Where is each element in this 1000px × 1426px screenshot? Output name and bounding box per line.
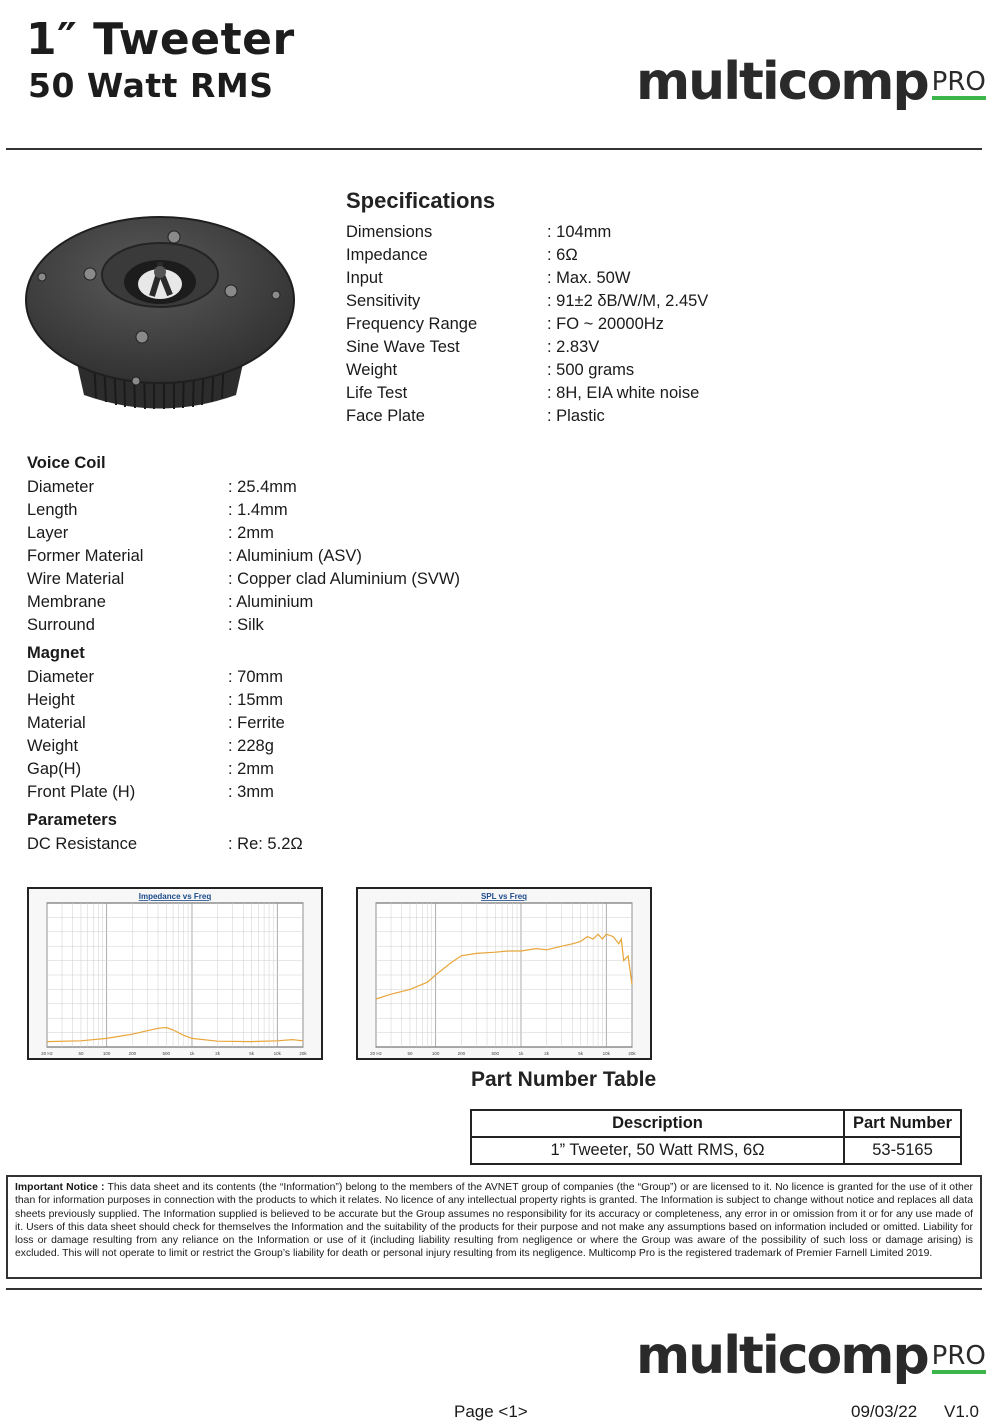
page-number: Page <1> — [454, 1402, 528, 1421]
header-divider — [6, 148, 982, 150]
x-tick-label: 2k — [544, 1051, 550, 1056]
spec-row — [346, 246, 746, 269]
spec-value: : 6Ω — [547, 246, 578, 264]
cell-part-number: 53-5165 — [844, 1137, 961, 1164]
logo-main-text: multicomp — [636, 1326, 928, 1386]
voice-coil-row — [27, 616, 527, 639]
row-value: : Aluminium (ASV) — [228, 547, 362, 565]
row-value: : 70mm — [228, 668, 284, 686]
voice-coil-row — [27, 478, 527, 501]
spec-row — [346, 338, 746, 361]
parameters-heading: Parameters — [27, 811, 117, 829]
row-label: Weight — [27, 737, 79, 755]
column-header-description: Description — [471, 1110, 844, 1137]
row-value: : 1.4mm — [228, 501, 288, 519]
row-value: : Aluminium — [228, 593, 314, 611]
magnet-row — [27, 783, 527, 806]
row-value: : 228g — [228, 737, 274, 755]
row-value: : Copper clad Aluminium (SVW) — [228, 570, 460, 588]
x-tick-label: 1k — [518, 1051, 524, 1056]
row-label: Height — [27, 691, 75, 709]
row-value: : 25.4mm — [228, 478, 297, 496]
magnet-row — [27, 737, 527, 760]
voice-coil-heading: Voice Coil — [27, 454, 106, 472]
voice-coil-row — [27, 524, 527, 547]
notice-label: Important Notice : — [15, 1182, 105, 1193]
row-label: Wire Material — [27, 570, 125, 588]
magnet-row — [27, 691, 527, 714]
page-subtitle: 50 Watt RMS — [28, 66, 274, 105]
voice-coil-row — [27, 547, 527, 570]
row-label: Surround — [27, 616, 95, 634]
spec-row — [346, 361, 746, 384]
magnet-row — [27, 714, 527, 737]
spec-value: : 104mm — [547, 223, 612, 241]
x-tick-label: 5k — [578, 1051, 584, 1056]
spec-value: : Plastic — [547, 407, 605, 425]
spec-value: : FO ~ 20000Hz — [547, 315, 664, 333]
tweeter-product-image — [24, 200, 296, 425]
document-version: V1.0 — [944, 1402, 979, 1421]
row-label: Diameter — [27, 668, 94, 686]
spec-label: Sine Wave Test — [346, 338, 460, 356]
voice-coil-row — [27, 593, 527, 616]
voice-coil-row — [27, 501, 527, 524]
spec-row — [346, 315, 746, 338]
specifications-title: Specifications — [346, 188, 496, 213]
row-label: Material — [27, 714, 86, 732]
part-number-table-title: Part Number Table — [471, 1068, 657, 1091]
row-label: Length — [27, 501, 78, 519]
impedance-chart-svg — [29, 889, 321, 1058]
x-tick-label: 2k — [215, 1051, 221, 1056]
x-tick-label: 20 Hz — [370, 1051, 382, 1056]
spec-label: Impedance — [346, 246, 428, 264]
spec-label: Sensitivity — [346, 292, 421, 310]
x-tick-label: 1k — [189, 1051, 195, 1056]
x-tick-label: 5k — [249, 1051, 255, 1056]
row-value: : 2mm — [228, 524, 274, 542]
logo-main-text: multicomp — [636, 52, 928, 112]
logo-pro-text: PRO — [932, 1343, 986, 1374]
row-label: Diameter — [27, 478, 94, 496]
footer-divider — [6, 1288, 982, 1290]
spec-value: : 91±2 δB/W/M, 2.45V — [547, 292, 709, 310]
spl-chart-svg — [358, 889, 650, 1058]
spec-row — [346, 269, 746, 292]
impedance-graph — [27, 887, 323, 1060]
row-value: : Re: 5.2Ω — [228, 835, 303, 853]
spec-row — [346, 223, 746, 246]
specifications-list — [346, 223, 746, 430]
spec-value: : Max. 50W — [547, 269, 631, 287]
row-value: : 2mm — [228, 760, 274, 778]
row-value: : 15mm — [228, 691, 284, 709]
brand-logo — [636, 52, 986, 112]
x-tick-label: 100 — [102, 1051, 111, 1056]
voice-coil-row — [27, 570, 527, 593]
x-tick-label: 500 — [162, 1051, 171, 1056]
row-value: : Silk — [228, 616, 264, 634]
row-label: Gap(H) — [27, 760, 82, 778]
row-value: : 3mm — [228, 783, 274, 801]
spec-row — [346, 384, 746, 407]
row-label: DC Resistance — [27, 835, 138, 853]
document-date: 09/03/22 — [851, 1402, 918, 1421]
x-tick-label: 100 — [431, 1051, 440, 1056]
magnet-row — [27, 760, 527, 783]
row-value: : Ferrite — [228, 714, 285, 732]
spec-label: Face Plate — [346, 407, 425, 425]
notice-text: This data sheet and its contents (the “Information”) belong to the members of the AVNET group of companies (the “Group”) or are licensed to it. No licence is granted for the use of it other than for information purposes in connection with the products to which it relates. No licence of any intellectual property rights is granted. The Information is subject to change without notice and replaces all data sheets previously supplied. The Information supplied is believed to be accurate but the Group assumes no responsibility for its accuracy or completeness, any error in or omission from it or for any use made of it. Users of this data sheet should check for themselves the Information and the suitability of the products for their purpose and not make any assumptions based on information included or omitted. Liability for loss or damage resulting from any reliance on the Information or use of it (including liability resulting from negligence or where the Group was aware of the possibility of such loss or damage arising) is excluded. This will not operate to limit or restrict the Group’s liability for death or personal injury resulting from its negligence. Multicomp Pro is the registered trademark of Premier Farnell Limited 2019. — [15, 1182, 973, 1260]
magnet-row — [27, 668, 527, 691]
spec-label: Dimensions — [346, 223, 433, 241]
x-tick-label: 10k — [602, 1051, 610, 1056]
magnet-heading: Magnet — [27, 644, 85, 662]
important-notice — [6, 1175, 982, 1279]
row-label: Layer — [27, 524, 69, 542]
spec-row — [346, 407, 746, 430]
x-tick-label: 50 — [407, 1051, 413, 1056]
spec-value: : 2.83V — [547, 338, 600, 356]
x-tick-label: 500 — [491, 1051, 500, 1056]
x-tick-label: 200 — [457, 1051, 466, 1056]
impedance-title: Impedance vs Freq — [138, 892, 212, 901]
parameters-row — [27, 835, 527, 858]
spl-graph — [356, 887, 652, 1060]
x-tick-label: 20 Hz — [41, 1051, 53, 1056]
spec-label: Input — [346, 269, 383, 287]
spec-row — [346, 292, 746, 315]
brand-logo-footer — [636, 1326, 986, 1386]
spec-label: Weight — [346, 361, 398, 379]
table-header-row — [471, 1110, 961, 1137]
x-tick-label: 200 — [128, 1051, 137, 1056]
spec-value: : 8H, EIA white noise — [547, 384, 700, 402]
column-header-part-number: Part Number — [844, 1110, 961, 1137]
part-number-table — [470, 1109, 962, 1165]
logo-pro-text: PRO — [932, 69, 986, 100]
x-tick-label: 50 — [78, 1051, 84, 1056]
row-label: Front Plate (H) — [27, 783, 136, 801]
page-title: 1″ Tweeter — [26, 14, 295, 65]
x-tick-label: 10k — [273, 1051, 281, 1056]
spec-label: Life Test — [346, 384, 408, 402]
spec-value: : 500 grams — [547, 361, 635, 379]
x-tick-label: 20k — [299, 1051, 307, 1056]
spl-title: SPL vs Freq — [480, 892, 528, 901]
cell-description: 1” Tweeter, 50 Watt RMS, 6Ω — [471, 1137, 844, 1164]
row-label: Membrane — [27, 593, 106, 611]
table-row — [471, 1137, 961, 1164]
component-specs — [27, 452, 527, 858]
spec-label: Frequency Range — [346, 315, 478, 333]
row-label: Former Material — [27, 547, 144, 565]
x-tick-label: 20k — [628, 1051, 636, 1056]
